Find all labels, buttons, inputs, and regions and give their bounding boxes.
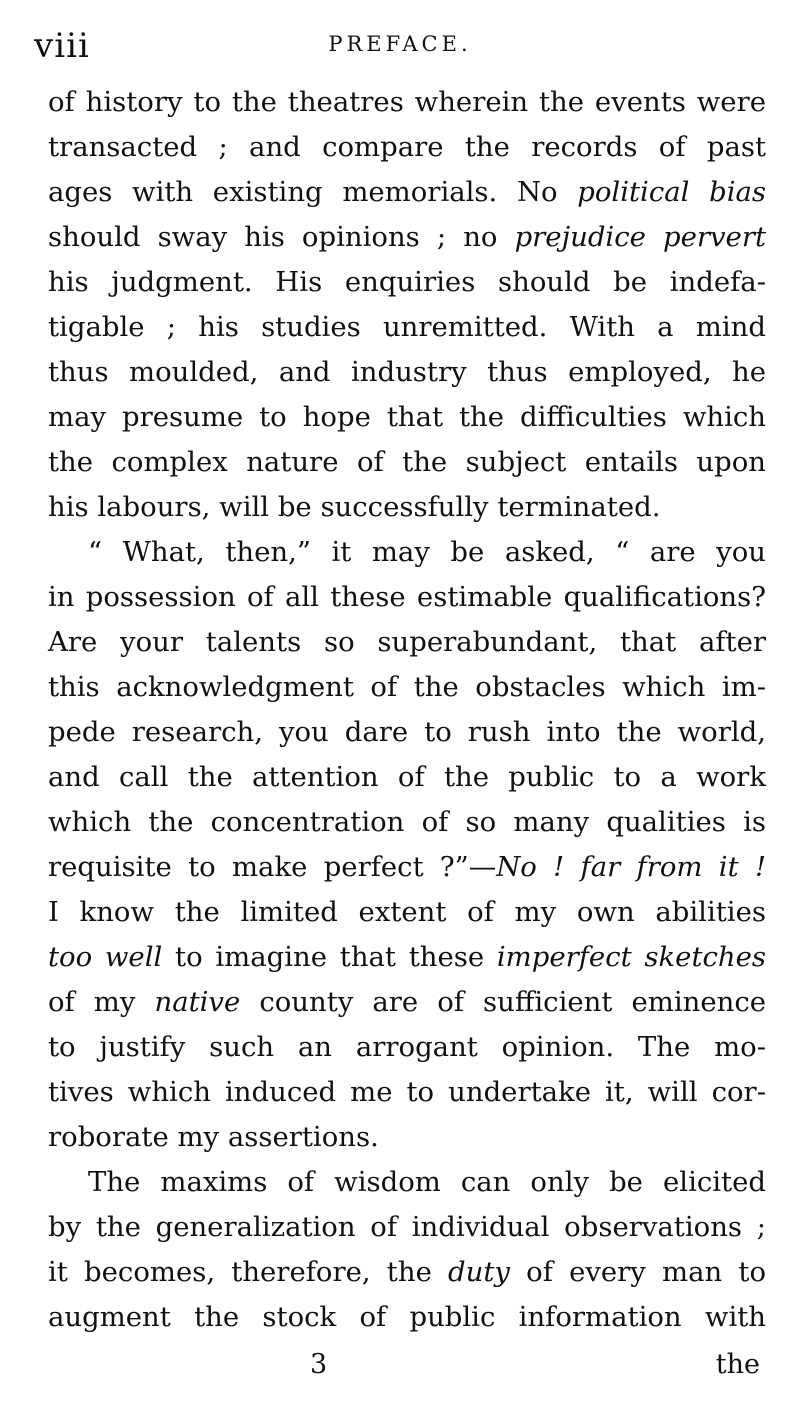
text-run: and call the attention of the public to a work: [48, 761, 766, 793]
italic-text-run: native: [154, 986, 241, 1018]
text-run: his judgment. His enquiries should be indefa-: [48, 266, 766, 298]
text-run: requisite to make perfect ?”—: [48, 851, 497, 883]
text-run: of every man to: [509, 1256, 766, 1288]
text-run: in possession of all these estimable qualifications?: [48, 581, 766, 613]
text-run: “ What, then,” it may be asked, “ are you: [88, 536, 766, 568]
preface-body-text: [48, 80, 766, 1340]
text-run: county are of sufficient eminence: [240, 986, 766, 1018]
text-line: [48, 980, 766, 1025]
catchword: the: [715, 1349, 760, 1380]
text-run: may presume to hope that the difficulties which: [48, 401, 766, 433]
text-line: [48, 575, 766, 620]
text-line: [48, 935, 766, 980]
text-line: [48, 1115, 766, 1160]
text-line: [48, 125, 766, 170]
text-run: of my: [48, 986, 155, 1018]
text-run: which the concentration of so many qualities is: [48, 806, 766, 838]
text-line: [48, 440, 766, 485]
italic-text-run: too well: [48, 941, 163, 973]
text-line: [48, 1295, 766, 1340]
text-line: [48, 845, 766, 890]
text-run: I know the limited extent of my own abilities: [48, 896, 766, 928]
text-line: [48, 395, 766, 440]
text-line: [48, 530, 766, 575]
text-line: [48, 1250, 766, 1295]
text-line: [48, 305, 766, 350]
text-run: transacted ; and compare the records of past: [48, 131, 766, 163]
text-line: [48, 1025, 766, 1070]
signature-mark: 3: [310, 1349, 328, 1380]
text-run: the complex nature of the subject entails upon: [48, 446, 766, 478]
italic-text-run: duty: [448, 1256, 510, 1288]
text-run: should sway his opinions ; no: [48, 221, 515, 253]
text-run: Are your talents so superabundant, that after: [48, 626, 766, 658]
text-line: [48, 620, 766, 665]
text-run: by the generalization of individual observations ;: [48, 1211, 766, 1243]
text-line: [48, 710, 766, 755]
text-run: tigable ; his studies unremitted. With a mind: [48, 311, 766, 343]
running-title: PREFACE.: [328, 32, 472, 56]
text-run: of history to the theatres wherein the events were: [48, 86, 766, 118]
text-run: his labours, will be successfully terminated.: [48, 491, 661, 523]
text-line: [48, 1160, 766, 1205]
text-run: pede research, you dare to rush into the world,: [48, 716, 766, 748]
text-line: [48, 1070, 766, 1115]
italic-text-run: prejudice pervert: [514, 221, 767, 253]
text-line: [48, 350, 766, 395]
text-run: to imagine that these: [162, 941, 497, 973]
text-line: [48, 1205, 766, 1250]
text-run: augment the stock of public information with: [48, 1301, 766, 1333]
italic-text-run: No ! far from it !: [496, 851, 766, 883]
text-run: to justify such an arrogant opinion. The mo-: [48, 1031, 766, 1063]
text-run: tives which induced me to undertake it, will cor-: [48, 1076, 766, 1108]
text-line: [48, 260, 766, 305]
page-number: viii: [34, 26, 90, 66]
page-footer: [0, 1340, 800, 1390]
text-line: [48, 80, 766, 125]
text-line: [48, 665, 766, 710]
text-run: thus moulded, and industry thus employed, he: [48, 356, 766, 388]
text-run: this acknowledgment of the obstacles which im-: [48, 671, 766, 703]
text-run: roborate my assertions.: [48, 1121, 379, 1153]
italic-text-run: imperfect sketches: [496, 941, 766, 973]
text-run: it becomes, therefore, the: [48, 1256, 449, 1288]
text-line: [48, 890, 766, 935]
text-line: [48, 215, 766, 260]
text-line: [48, 170, 766, 215]
text-line: [48, 800, 766, 845]
text-run: The maxims of wisdom can only be elicited: [88, 1166, 766, 1198]
text-line: [48, 485, 766, 530]
italic-text-run: political bias: [577, 176, 766, 208]
text-line: [48, 755, 766, 800]
text-run: ages with existing memorials. No: [48, 176, 578, 208]
